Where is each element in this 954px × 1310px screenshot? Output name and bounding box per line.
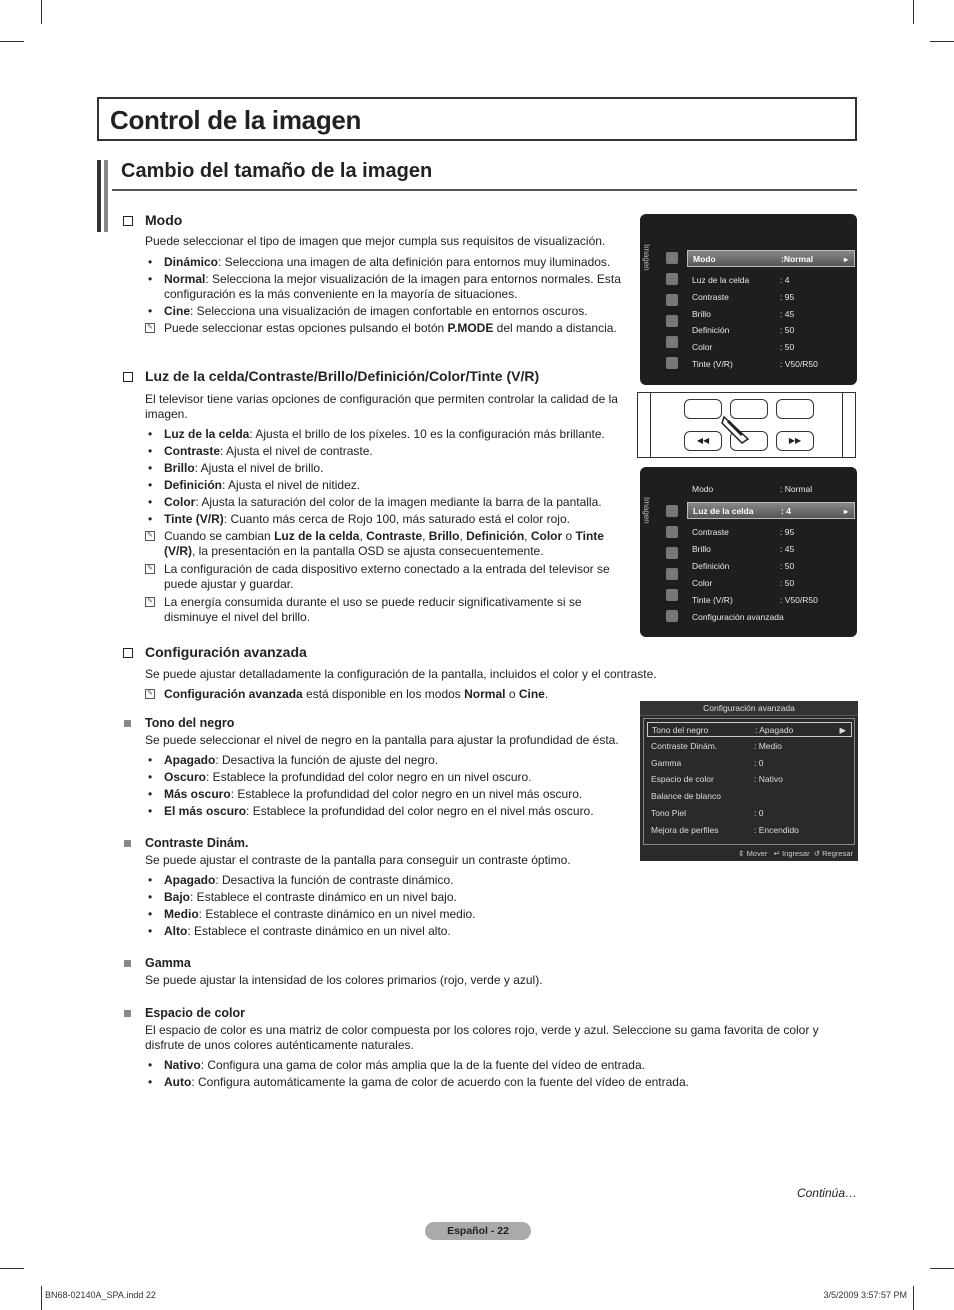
fast-forward-button[interactable] [776,431,814,451]
config-intro: Se puede ajustar detalladamente la configuración de la pantalla, incluidos el color y el contraste. [145,667,657,681]
application-icon [666,610,678,622]
osd-row[interactable]: Brillo : 45 [692,309,795,319]
osd-row[interactable]: Definición : 50 [692,561,795,571]
fast-forward-icon: ▶▶ [788,436,802,445]
config-heading: Configuración avanzada [120,645,680,660]
pointing-hand-icon [720,413,760,449]
menu-row[interactable]: Balance de blanco [651,791,721,801]
gamma-heading: Gamma [120,956,635,971]
channel-icon [666,294,678,306]
note-icon: ✎ [145,689,155,699]
luz-intro: El televisor tiene varias opciones de configuración que permiten controlar la calidad de la imagen. [145,392,618,421]
advanced-settings-menu [640,701,858,861]
osd-row[interactable]: Definición : 50 [692,325,795,335]
note: ✎ Puede seleccionar estas opciones pulsando el botón P.MODE del mando a distancia. [120,321,635,336]
note-icon: ✎ [145,531,155,541]
list-item: • Normal: Selecciona la mejor visualización de la imagen para entornos normales. Esta configuración es la más conveniente en la mayoría de situaciones. [120,272,635,302]
luz-heading: Luz de la celda/Contraste/Brillo/Definición/Color/Tinte (V/R) [120,369,635,384]
section-bar [104,160,108,232]
list-item: • Apagado: Desactiva la función de ajuste del negro. [120,753,640,768]
channel-icon [666,547,678,559]
remote-button[interactable] [776,399,814,419]
osd-row[interactable]: Contraste : 95 [692,292,795,302]
arrow-right-icon: ▶ [839,725,846,735]
modo-intro: Puede seleccionar el tipo de imagen que mejor cumpla sus requisitos de visualización. [145,234,606,248]
note: ✎ Configuración avanzada está disponible en los modos Normal o Cine. [120,687,680,702]
luz-section [120,369,635,628]
menu-title: Configuración avanzada [640,701,858,716]
list-item: • Nativo: Configura una gama de color más amplia que la de la fuente del vídeo de entrada. [120,1058,835,1073]
move-icon: ⇕ [738,849,745,858]
enter-icon: ↵ [773,849,780,858]
osd-row[interactable]: Configuración avanzada [692,612,784,622]
section-rule [112,189,857,191]
menu-row[interactable]: Contraste Dinám. : Medio [651,741,782,751]
note-icon: ✎ [145,597,155,607]
crop-mark [0,1268,24,1269]
modo-section [120,213,635,339]
sound-icon [666,526,678,538]
list-item: • Color: Ajusta la saturación del color de la imagen mediante la barra de la pantalla. [120,495,635,510]
menu-row[interactable]: Mejora de perfiles : Encendido [651,825,799,835]
list-item: • Definición: Ajusta el nivel de nitidez. [120,478,635,493]
osd-icon-column [662,252,684,378]
remote-edge [842,393,843,457]
config-section [120,645,680,705]
osd-row[interactable]: Luz de la celda : 4 ▸ [687,502,855,519]
modo-heading: Modo [120,213,635,228]
return-icon: ↺ [813,849,821,858]
tono-intro: Se puede seleccionar el nivel de negro en la pantalla para ajustar la profundidad de ésta. [145,733,619,747]
contraste-intro: Se puede ajustar el contraste de la pantalla para conseguir un contraste óptimo. [145,853,571,867]
input-icon [666,589,678,601]
list-item: • Contraste: Ajusta el nivel de contraste. [120,444,635,459]
rewind-button[interactable] [684,431,722,451]
input-icon [666,336,678,348]
list-item: • Cine: Selecciona una visualización de imagen confortable en entornos oscuros. [120,304,635,319]
osd-icon-column [662,505,684,631]
continues-label: Continúa… [796,1186,857,1200]
note: ✎ La energía consumida durante el uso se puede reducir significativamente si se disminuye el nivel del brillo. [120,595,635,625]
list-item: • Luz de la celda: Ajusta el brillo de los píxeles. 10 es la configuración más brillante. [120,427,635,442]
list-item: • Bajo: Establece el contraste dinámico en un nivel bajo. [120,890,635,905]
crop-mark [913,0,914,24]
list-item: • Brillo: Ajusta el nivel de brillo. [120,461,635,476]
setup-icon [666,315,678,327]
tono-section [120,716,640,821]
note-icon: ✎ [145,564,155,574]
osd-row[interactable]: Color : 50 [692,578,795,588]
picture-icon [666,252,678,264]
note: ✎ La configuración de cada dispositivo externo conectado a la entrada del televisor se puede ajustar y guardar. [120,562,635,592]
note: ✎ Cuando se cambian Luz de la celda, Contraste, Brillo, Definición, Color o Tinte (V/R), la presentación en la pantalla OSD se ajusta consecuentemente. [120,529,635,559]
remote-button[interactable] [684,399,722,419]
crop-mark [0,41,24,42]
list-item: • Apagado: Desactiva la función de contraste dinámico. [120,873,635,888]
sound-icon [666,273,678,285]
list-item: • Dinámico: Selecciona una imagen de alta definición para entornos muy iluminados. [120,255,635,270]
list-item: • Tinte (V/R): Cuanto más cerca de Rojo 100, más saturado está el color rojo. [120,512,635,527]
osd-row[interactable]: Tinte (V/R) : V50/R50 [692,595,818,605]
crop-mark [930,41,954,42]
remote-illustration [637,392,856,458]
crop-mark [930,1268,954,1269]
crop-mark [41,0,42,24]
menu-footer: ⇕ Mover ↵ Ingresar ↺ Regresar [738,849,853,858]
osd-row[interactable]: Modo :Normal ▸ [687,250,855,267]
square-bullet-icon [124,840,131,847]
espacio-intro: El espacio de color es una matriz de color compuesta por los colores rojo, verde y azul. Seleccione su gama favorita de color y disfrute de unos colores auténticamente naturales. [145,1023,819,1052]
gamma-intro: Se puede ajustar la intensidad de los colores primarios (rojo, verde y azul). [145,973,543,987]
tono-heading: Tono del negro [120,716,640,731]
menu-list [643,718,855,845]
osd-row[interactable]: Luz de la celda : 4 [692,275,790,285]
checkbox-icon [123,372,133,382]
section-title: Cambio del tamaño de la imagen [121,160,433,182]
page-number-badge: Español - 22 [425,1222,531,1240]
square-bullet-icon [124,960,131,967]
file-name: BN68-02140A_SPA.indd 22 [45,1290,156,1300]
setup-icon [666,568,678,580]
osd-row[interactable]: Color : 50 [692,342,795,352]
crop-mark [913,1286,914,1310]
list-item: • Más oscuro: Establece la profundidad del color negro en un nivel más oscuro. [120,787,640,802]
osd-row[interactable]: Brillo : 45 [692,544,795,554]
osd-side-label: Imagen [642,244,651,271]
menu-row[interactable]: Espacio de color : Nativo [651,774,783,784]
square-bullet-icon [124,1010,131,1017]
osd-menu-luz [640,467,857,637]
checkbox-icon [123,648,133,658]
menu-row[interactable]: Tono del negro : Apagado ▶ [647,722,852,737]
contraste-heading: Contraste Dinám. [120,836,635,851]
application-icon [666,357,678,369]
osd-row[interactable]: Modo : Normal [692,484,813,494]
list-item: • Auto: Configura automáticamente la gama de color de acuerdo con la fuente del vídeo de entrada. [120,1075,835,1090]
osd-side-label: Imagen [642,497,651,524]
gamma-section [120,956,635,992]
espacio-heading: Espacio de color [120,1006,835,1021]
list-item: • Medio: Establece el contraste dinámico en un nivel medio. [120,907,635,922]
osd-row[interactable]: Tinte (V/R) : V50/R50 [692,359,818,369]
picture-icon [666,505,678,517]
remote-edge [650,393,651,457]
page-title-box [97,97,857,141]
list-item: • Alto: Establece el contraste dinámico en un nivel alto. [120,924,635,939]
checkbox-icon [123,216,133,226]
espacio-section [120,1006,835,1092]
list-item: • Oscuro: Establece la profundidad del color negro en un nivel oscuro. [120,770,640,785]
section-bar [97,160,101,232]
timestamp: 3/5/2009 3:57:57 PM [823,1290,907,1300]
note-icon: ✎ [145,323,155,333]
crop-mark [41,1286,42,1310]
contraste-section [120,836,635,941]
menu-row[interactable]: Tono Piel : 0 [651,808,764,818]
osd-menu-modo [640,214,857,385]
list-item: • El más oscuro: Establece la profundidad del color negro en el nivel más oscuro. [120,804,640,819]
rewind-icon: ◀◀ [696,436,710,445]
menu-row[interactable]: Gamma : 0 [651,758,764,768]
page-title: Control de la imagen [110,105,362,135]
square-bullet-icon [124,720,131,727]
osd-row[interactable]: Contraste : 95 [692,527,795,537]
